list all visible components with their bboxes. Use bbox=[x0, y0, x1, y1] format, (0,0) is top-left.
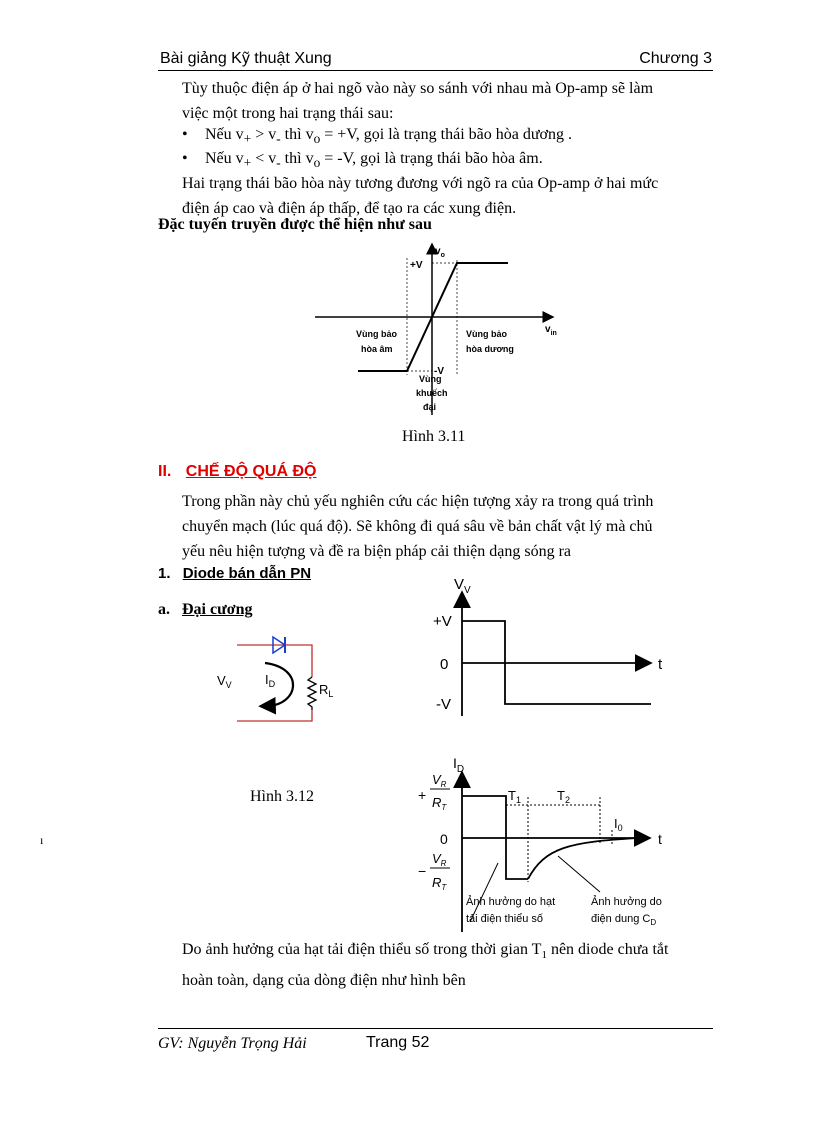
plus-sign: + bbox=[418, 787, 427, 803]
vv-label: $V_V$ bbox=[217, 673, 232, 690]
note2-leader bbox=[558, 856, 600, 892]
transfer-characteristic-figure bbox=[300, 240, 570, 420]
i0-label: $I_0$ bbox=[614, 816, 623, 833]
id-t-label: t bbox=[658, 831, 662, 847]
linear-label-2: khuếch bbox=[416, 388, 448, 398]
pos-sat-label-1: Vùng bảo bbox=[466, 329, 507, 339]
minus-sign: − bbox=[418, 863, 427, 879]
subsection-1-number: 1. bbox=[158, 565, 171, 582]
bullet-icon: • bbox=[182, 150, 188, 167]
minus-frac-den: $R_T$ bbox=[432, 875, 447, 892]
linear-label-3: đại bbox=[423, 402, 437, 412]
pos-sat-label-2: hòa dương bbox=[466, 344, 514, 354]
header-rule bbox=[158, 70, 713, 71]
header-title: Bài giảng Kỹ thuật Xung bbox=[160, 50, 332, 67]
id-label: $I_D$ bbox=[265, 672, 276, 689]
id-zero: 0 bbox=[440, 831, 448, 847]
t2-label: $T_2$ bbox=[557, 788, 570, 805]
plus-v-label: +V bbox=[410, 260, 423, 271]
plus-frac-num: $V_R$ bbox=[432, 772, 447, 789]
bullet-icon: • bbox=[182, 126, 188, 143]
subsection-1-title: Diode bán dẫn PN bbox=[182, 565, 312, 582]
section-ii-paragraph bbox=[182, 489, 712, 564]
vv-zero: 0 bbox=[440, 656, 449, 673]
bottom-wire bbox=[237, 710, 312, 721]
diode-circuit bbox=[205, 630, 335, 730]
note1-line2: tải điện thiểu số bbox=[466, 913, 544, 925]
intro-paragraph bbox=[182, 76, 712, 126]
saturation-paragraph bbox=[182, 171, 712, 221]
section-ii-line-1: Trong phần này chủ yếu nghiên cứu các hiện tượng xảy ra trong quá trình bbox=[182, 493, 654, 510]
resistor-icon bbox=[308, 677, 316, 710]
figure-3-11-caption: Hình 3.11 bbox=[402, 428, 466, 445]
vv-t-label: t bbox=[658, 656, 663, 673]
intro-line-1: Tùy thuộc điện áp ở hai ngõ vào này so sánh với nhau mà Op-amp sẽ làm bbox=[182, 80, 654, 97]
vv-plus-v: +V bbox=[433, 613, 452, 630]
closing-line-2: hoàn toàn, dạng của dòng điện như hình bên bbox=[182, 972, 466, 990]
bullet-positive-saturation: • Nếu $v_+ > v_-$ thì $v_o = +V$, gọi là trạng thái bão hòa dương . bbox=[182, 126, 572, 147]
minus-frac-num: $V_R$ bbox=[432, 851, 447, 868]
note2-line2: điện dung $C_D$ bbox=[591, 913, 657, 927]
vv-waveform-graph bbox=[425, 570, 675, 720]
para2-line-1: Hai trạng thái bão hòa này tương đương với ngõ ra của Op-amp ở hai mức bbox=[182, 175, 659, 192]
footer-rule bbox=[158, 1028, 713, 1029]
id-y-label: $I_D$ bbox=[453, 755, 465, 775]
top-wire bbox=[237, 645, 312, 677]
vv-y-label: $V_V$ bbox=[454, 576, 471, 596]
t1-label: $T_1$ bbox=[508, 788, 521, 805]
subsection-a-number: a. bbox=[158, 601, 170, 618]
footer-author: GV: Nguyễn Trọng Hải bbox=[158, 1035, 307, 1052]
section-ii-line-3: yếu nêu hiện tượng và đề ra biện pháp cải thiện dạng sóng ra bbox=[182, 543, 572, 560]
note2-line1: Ảnh hưởng do bbox=[591, 896, 662, 908]
vv-minus-v: -V bbox=[436, 696, 451, 713]
note1-line1: Ảnh hưởng do hạt bbox=[466, 896, 556, 908]
section-ii-heading bbox=[158, 463, 316, 481]
closing-line-1: Do ảnh hưởng của hạt tải điện thiểu số trong thời gian $T_1$ nên diode chưa tắt bbox=[182, 941, 669, 962]
subsection-a-title: Đại cương bbox=[182, 601, 253, 618]
intro-line-2: việc một trong hai trạng thái sau: bbox=[182, 105, 394, 122]
linear-label-1: Vùng bbox=[419, 374, 442, 384]
header-chapter: Chương 3 bbox=[639, 50, 712, 67]
rl-label: $R_L$ bbox=[319, 682, 334, 699]
subsection-a-heading bbox=[158, 601, 252, 619]
plus-frac-den: $R_T$ bbox=[432, 795, 447, 812]
figure-3-12-caption: Hình 3.12 bbox=[250, 788, 314, 805]
margin-mark: ı bbox=[40, 833, 44, 847]
vo-label: $v_o$ bbox=[435, 246, 445, 259]
section-ii-number: II. bbox=[158, 463, 172, 480]
closing-paragraph bbox=[182, 937, 712, 993]
bullet-negative-saturation: • Nếu $v_+ < v_-$ thì $v_o = -V$, gọi là trạng thái bão hòa âm. bbox=[182, 150, 543, 171]
vin-label: $v_{in}$ bbox=[545, 324, 557, 337]
id-waveform-recovery bbox=[528, 838, 638, 879]
id-waveform-graph bbox=[410, 752, 680, 934]
section-ii-title: CHẾ ĐỘ QUÁ ĐỘ bbox=[185, 463, 317, 480]
footer-page: Trang 52 bbox=[366, 1034, 430, 1051]
subsection-1-heading bbox=[158, 565, 311, 582]
para2-line-2: điện áp cao và điện áp thấp, để tạo ra các xung điện. bbox=[182, 200, 517, 217]
minus-v-label: -V bbox=[434, 366, 444, 377]
neg-sat-label-1: Vùng bảo bbox=[356, 329, 397, 339]
section-ii-line-2: chuyển mạch (lúc quá độ). Sẽ không đi quá sâu về bản chất vật lý mà chủ bbox=[182, 518, 653, 535]
transfer-heading: Đặc tuyến truyền được thể hiện như sau bbox=[158, 216, 432, 233]
neg-sat-label-2: hòa âm bbox=[361, 344, 393, 354]
